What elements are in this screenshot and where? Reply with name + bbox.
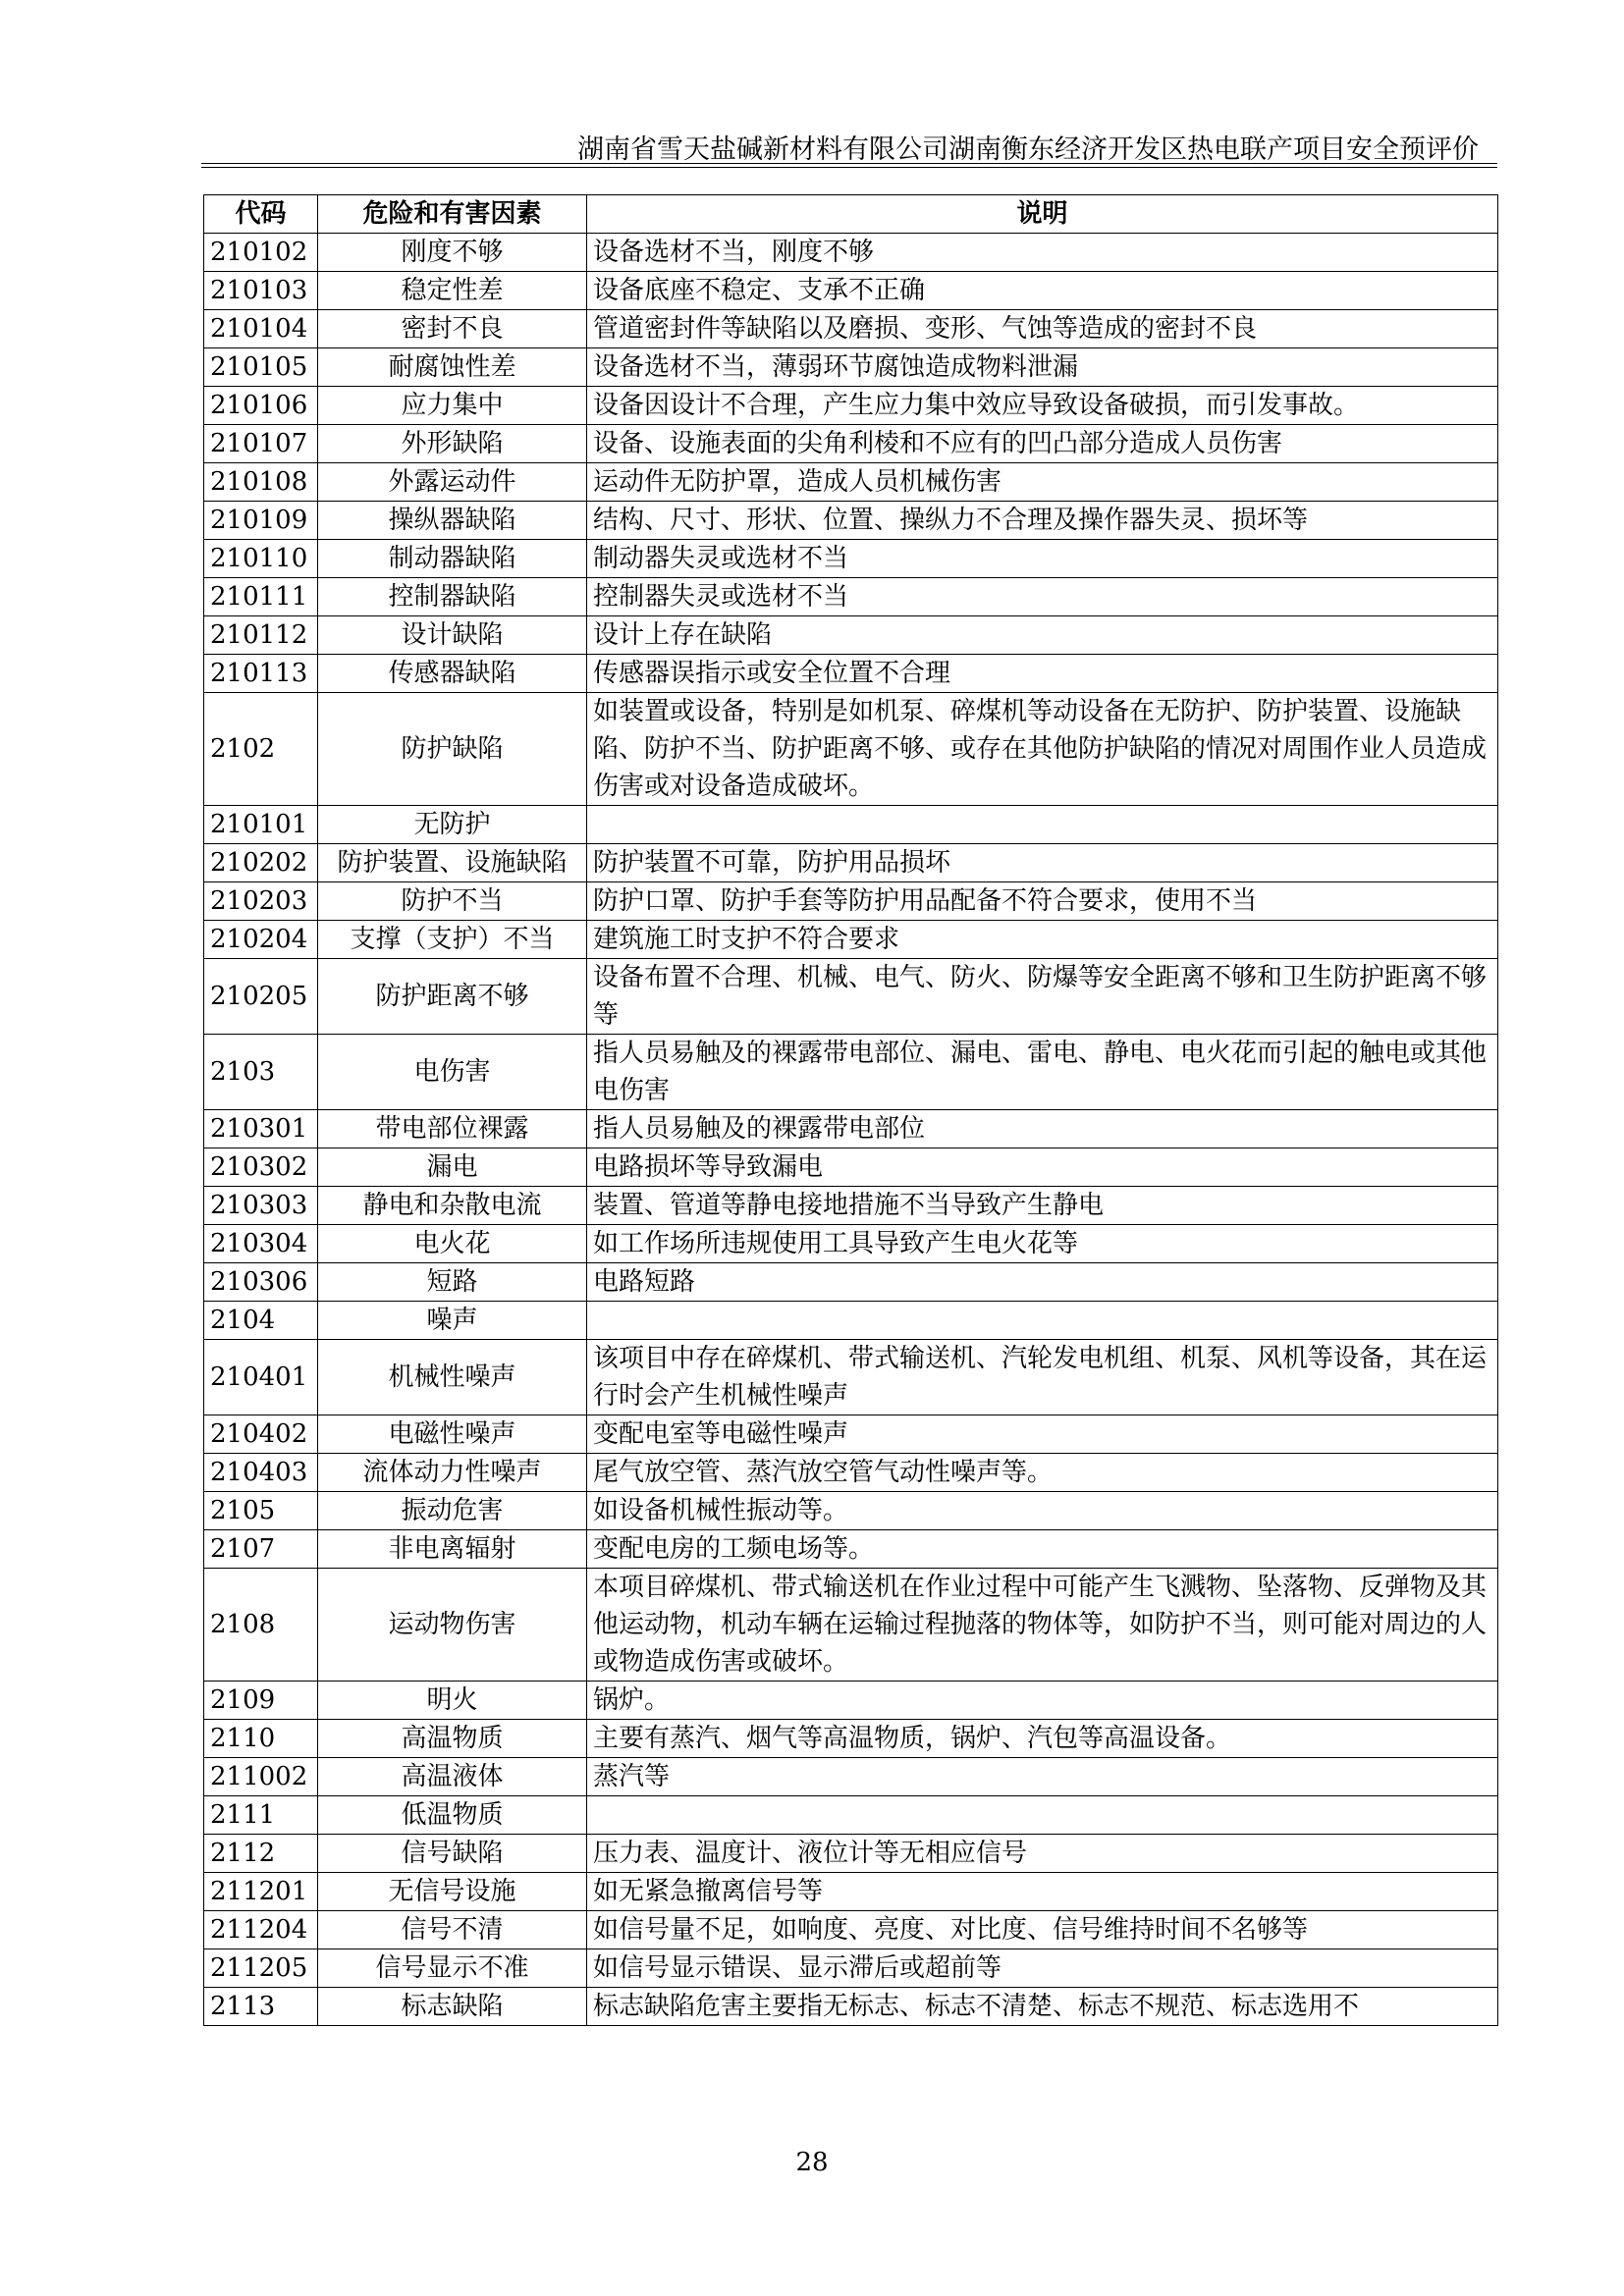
cell-description: 运动件无防护罩，造成人员机械伤害 <box>587 463 1498 502</box>
cell-factor: 电伤害 <box>318 1035 587 1110</box>
cell-code: 210402 <box>204 1415 318 1454</box>
cell-code: 210110 <box>204 540 318 578</box>
cell-code: 210105 <box>204 348 318 387</box>
cell-description: 设备、设施表面的尖角利棱和不应有的凹凸部分造成人员伤害 <box>587 425 1498 463</box>
cell-code: 210104 <box>204 310 318 348</box>
header-rule-thin <box>201 167 1497 168</box>
table-row <box>204 655 1498 693</box>
cell-description: 电路短路 <box>587 1263 1498 1302</box>
cell-code: 2113 <box>204 1988 318 2026</box>
cell-factor: 电火花 <box>318 1225 587 1263</box>
cell-factor: 支撑（支护）不当 <box>318 921 587 959</box>
cell-factor: 外形缺陷 <box>318 425 587 463</box>
cell-code: 210108 <box>204 463 318 502</box>
cell-code: 2105 <box>204 1492 318 1530</box>
cell-description: 指人员易触及的裸露带电部位、漏电、雷电、静电、电火花而引起的触电或其他电伤害 <box>587 1035 1498 1110</box>
table-row <box>204 1110 1498 1148</box>
table-header-row <box>204 195 1498 234</box>
table-row <box>204 234 1498 272</box>
cell-code: 210203 <box>204 882 318 921</box>
cell-factor: 机械性噪声 <box>318 1340 587 1415</box>
cell-description: 如工作场所违规使用工具导致产生电火花等 <box>587 1225 1498 1263</box>
cell-factor: 流体动力性噪声 <box>318 1454 587 1492</box>
cell-description: 蒸汽等 <box>587 1758 1498 1796</box>
cell-description: 指人员易触及的裸露带电部位 <box>587 1110 1498 1148</box>
cell-code: 2112 <box>204 1835 318 1873</box>
cell-code: 211204 <box>204 1911 318 1949</box>
cell-factor: 无防护 <box>318 806 587 844</box>
table-row <box>204 1720 1498 1758</box>
cell-code: 210113 <box>204 655 318 693</box>
cell-description: 标志缺陷危害主要指无标志、标志不清楚、标志不规范、标志选用不 <box>587 1988 1498 2026</box>
cell-description: 制动器失灵或选材不当 <box>587 540 1498 578</box>
cell-code: 210112 <box>204 616 318 655</box>
table-row <box>204 1682 1498 1720</box>
cell-code: 2104 <box>204 1302 318 1340</box>
table-row <box>204 921 1498 959</box>
cell-code: 210205 <box>204 959 318 1035</box>
cell-description <box>587 806 1498 844</box>
table-row <box>204 1035 1498 1110</box>
cell-factor: 标志缺陷 <box>318 1988 587 2026</box>
table-row <box>204 616 1498 655</box>
cell-description: 变配电室等电磁性噪声 <box>587 1415 1498 1454</box>
cell-factor: 防护距离不够 <box>318 959 587 1035</box>
cell-description: 该项目中存在碎煤机、带式输送机、汽轮发电机组、机泵、风机等设备，其在运行时会产生机械性噪声 <box>587 1340 1498 1415</box>
cell-description: 设备布置不合理、机械、电气、防火、防爆等安全距离不够和卫生防护距离不够等 <box>587 959 1498 1035</box>
table-row <box>204 1454 1498 1492</box>
table-row <box>204 502 1498 540</box>
cell-factor: 静电和杂散电流 <box>318 1187 587 1225</box>
page-header-title: 湖南省雪天盐碱新材料有限公司湖南衡东经济开发区热电联产项目安全预评价 <box>577 134 1479 165</box>
cell-factor: 应力集中 <box>318 387 587 425</box>
cell-description: 防护口罩、防护手套等防护用品配备不符合要求，使用不当 <box>587 882 1498 921</box>
cell-description: 管道密封件等缺陷以及磨损、变形、气蚀等造成的密封不良 <box>587 310 1498 348</box>
cell-factor: 高温物质 <box>318 1720 587 1758</box>
cell-description: 建筑施工时支护不符合要求 <box>587 921 1498 959</box>
cell-factor: 信号不清 <box>318 1911 587 1949</box>
cell-factor: 防护装置、设施缺陷 <box>318 844 587 882</box>
cell-factor: 操纵器缺陷 <box>318 502 587 540</box>
cell-factor: 噪声 <box>318 1302 587 1340</box>
cell-description: 如无紧急撤离信号等 <box>587 1873 1498 1911</box>
cell-code: 210107 <box>204 425 318 463</box>
cell-factor: 电磁性噪声 <box>318 1415 587 1454</box>
table-row <box>204 1187 1498 1225</box>
cell-description: 设备底座不稳定、支承不正确 <box>587 272 1498 310</box>
cell-code: 2109 <box>204 1682 318 1720</box>
cell-code: 210204 <box>204 921 318 959</box>
cell-code: 210103 <box>204 272 318 310</box>
cell-factor: 漏电 <box>318 1148 587 1187</box>
table-row <box>204 1796 1498 1835</box>
table-row <box>204 1492 1498 1530</box>
cell-factor: 传感器缺陷 <box>318 655 587 693</box>
table-row <box>204 1225 1498 1263</box>
cell-description: 控制器失灵或选材不当 <box>587 578 1498 616</box>
cell-description: 压力表、温度计、液位计等无相应信号 <box>587 1835 1498 1873</box>
header-rule <box>201 163 1497 164</box>
cell-factor: 短路 <box>318 1263 587 1302</box>
table-row <box>204 1148 1498 1187</box>
cell-description: 如信号显示错误、显示滞后或超前等 <box>587 1949 1498 1988</box>
cell-description: 设备选材不当，刚度不够 <box>587 234 1498 272</box>
cell-code: 2108 <box>204 1569 318 1682</box>
cell-description: 结构、尺寸、形状、位置、操纵力不合理及操作器失灵、损坏等 <box>587 502 1498 540</box>
cell-factor: 密封不良 <box>318 310 587 348</box>
cell-code: 210303 <box>204 1187 318 1225</box>
cell-factor: 设计缺陷 <box>318 616 587 655</box>
table-row <box>204 806 1498 844</box>
table-row <box>204 1835 1498 1873</box>
cell-description: 防护装置不可靠，防护用品损坏 <box>587 844 1498 882</box>
cell-code: 210101 <box>204 806 318 844</box>
cell-description: 装置、管道等静电接地措施不当导致产生静电 <box>587 1187 1498 1225</box>
cell-factor: 控制器缺陷 <box>318 578 587 616</box>
cell-code: 210202 <box>204 844 318 882</box>
page-number: 28 <box>795 2148 829 2177</box>
cell-description: 如设备机械性振动等。 <box>587 1492 1498 1530</box>
cell-code: 211002 <box>204 1758 318 1796</box>
cell-factor: 低温物质 <box>318 1796 587 1835</box>
cell-code: 2102 <box>204 693 318 806</box>
cell-factor: 稳定性差 <box>318 272 587 310</box>
table-row <box>204 959 1498 1035</box>
column-header-description: 说明 <box>587 195 1498 234</box>
column-header-code: 代码 <box>204 195 318 234</box>
cell-factor: 明火 <box>318 1682 587 1720</box>
cell-description: 如装置或设备，特别是如机泵、碎煤机等动设备在无防护、防护装置、设施缺陷、防护不当、防护距离不够、或存在其他防护缺陷的情况对周围作业人员造成伤害或对设备造成破坏。 <box>587 693 1498 806</box>
cell-code: 210109 <box>204 502 318 540</box>
table-row <box>204 1949 1498 1988</box>
cell-description: 主要有蒸汽、烟气等高温物质，锅炉、汽包等高温设备。 <box>587 1720 1498 1758</box>
cell-code: 210102 <box>204 234 318 272</box>
cell-code: 211205 <box>204 1949 318 1988</box>
cell-code: 210301 <box>204 1110 318 1148</box>
cell-code: 210306 <box>204 1263 318 1302</box>
cell-description: 电路损坏等导致漏电 <box>587 1148 1498 1187</box>
cell-description: 设备选材不当，薄弱环节腐蚀造成物料泄漏 <box>587 348 1498 387</box>
cell-code: 210106 <box>204 387 318 425</box>
table-row <box>204 882 1498 921</box>
table-row <box>204 1988 1498 2026</box>
table-row <box>204 540 1498 578</box>
table-row <box>204 310 1498 348</box>
table-row <box>204 578 1498 616</box>
table-row <box>204 1302 1498 1340</box>
table-row <box>204 1758 1498 1796</box>
cell-factor: 刚度不够 <box>318 234 587 272</box>
cell-factor: 信号显示不准 <box>318 1949 587 1988</box>
cell-code: 2103 <box>204 1035 318 1110</box>
cell-factor: 无信号设施 <box>318 1873 587 1911</box>
cell-factor: 高温液体 <box>318 1758 587 1796</box>
cell-description <box>587 1796 1498 1835</box>
cell-code: 210111 <box>204 578 318 616</box>
cell-description: 传感器误指示或安全位置不合理 <box>587 655 1498 693</box>
table-row <box>204 693 1498 806</box>
cell-description: 锅炉。 <box>587 1682 1498 1720</box>
table-row <box>204 272 1498 310</box>
cell-code: 210304 <box>204 1225 318 1263</box>
cell-code: 210403 <box>204 1454 318 1492</box>
cell-code: 210302 <box>204 1148 318 1187</box>
cell-description: 如信号量不足，如响度、亮度、对比度、信号维持时间不名够等 <box>587 1911 1498 1949</box>
cell-factor: 非电离辐射 <box>318 1530 587 1569</box>
table-row <box>204 1340 1498 1415</box>
cell-factor: 运动物伤害 <box>318 1569 587 1682</box>
table-row <box>204 1415 1498 1454</box>
table-row <box>204 844 1498 882</box>
table-row <box>204 1911 1498 1949</box>
cell-factor: 外露运动件 <box>318 463 587 502</box>
column-header-factor: 危险和有害因素 <box>318 195 587 234</box>
cell-factor: 耐腐蚀性差 <box>318 348 587 387</box>
cell-factor: 防护不当 <box>318 882 587 921</box>
cell-code: 2107 <box>204 1530 318 1569</box>
cell-code: 2111 <box>204 1796 318 1835</box>
hazard-factor-table <box>203 194 1498 2026</box>
table-row <box>204 1569 1498 1682</box>
cell-factor: 振动危害 <box>318 1492 587 1530</box>
cell-code: 2110 <box>204 1720 318 1758</box>
cell-description: 尾气放空管、蒸汽放空管气动性噪声等。 <box>587 1454 1498 1492</box>
table-row <box>204 387 1498 425</box>
table-body <box>204 234 1498 2026</box>
cell-description: 本项目碎煤机、带式输送机在作业过程中可能产生飞溅物、坠落物、反弹物及其他运动物，机动车辆在运输过程抛落的物体等，如防护不当，则可能对周边的人或物造成伤害或破坏。 <box>587 1569 1498 1682</box>
cell-description: 设备因设计不合理，产生应力集中效应导致设备破损，而引发事故。 <box>587 387 1498 425</box>
cell-description: 变配电房的工频电场等。 <box>587 1530 1498 1569</box>
table-row <box>204 1873 1498 1911</box>
cell-factor: 带电部位裸露 <box>318 1110 587 1148</box>
table-row <box>204 1530 1498 1569</box>
cell-description <box>587 1302 1498 1340</box>
cell-factor: 防护缺陷 <box>318 693 587 806</box>
cell-factor: 制动器缺陷 <box>318 540 587 578</box>
cell-factor: 信号缺陷 <box>318 1835 587 1873</box>
cell-description: 设计上存在缺陷 <box>587 616 1498 655</box>
table-row <box>204 348 1498 387</box>
table-row <box>204 425 1498 463</box>
cell-code: 211201 <box>204 1873 318 1911</box>
cell-code: 210401 <box>204 1340 318 1415</box>
table-row <box>204 463 1498 502</box>
table-row <box>204 1263 1498 1302</box>
